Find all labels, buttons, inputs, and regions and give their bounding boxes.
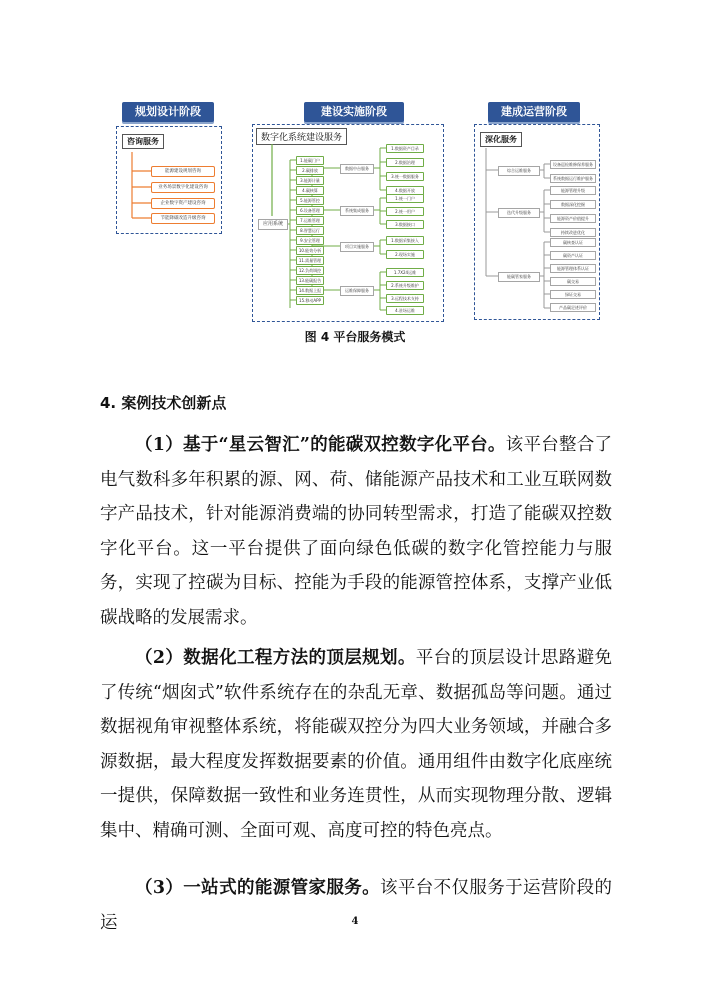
app-item: 1.能碳门户: [296, 156, 324, 165]
operate-group-item: 产品碳足迹评价: [550, 303, 596, 312]
paragraph-1: [100, 428, 612, 635]
section-title: 4. 案例技术创新点: [100, 394, 227, 412]
operate-group-item: 设备巡检维修保养服务: [550, 160, 596, 169]
app-item: 5.能源管控: [296, 196, 324, 205]
app-item: 3.能源计量: [296, 176, 324, 185]
operate-group-item: 能源管理体系认证: [550, 264, 596, 273]
operate-group-item: 系统数据运行维护服务: [550, 174, 596, 183]
paragraph-lead: （3）一站式的能源管家服务。: [135, 878, 380, 898]
build-group-item: 3.远程技术支持: [386, 294, 424, 303]
build-group-item: 2.现场实施: [386, 250, 424, 259]
app-item: 12.负荷调控: [296, 266, 324, 275]
app-item: 4.碳核算: [296, 186, 324, 195]
paragraph-3: [100, 871, 612, 940]
consult-title: 咨询服务: [122, 134, 164, 149]
app-item: 7.运维管理: [296, 216, 324, 225]
build-app-label: 应用系统: [258, 219, 288, 230]
operate-group-item: 碳核查认证: [550, 238, 596, 247]
stage-header-operate: 建成运营阶段: [488, 102, 580, 122]
operate-group-item: 能源管理升级: [550, 186, 596, 195]
build-group-item: 3.数据接口: [386, 220, 424, 229]
paragraph-body: 该平台不仅服务于运营阶段的运: [100, 878, 612, 933]
build-group-label: 数据中台服务: [340, 164, 374, 174]
app-item: 13.能碳报告: [296, 276, 324, 285]
build-group-item: 2.数据治理: [386, 158, 424, 167]
app-item: 6.设备管理: [296, 206, 324, 215]
app-item: 10.能效分析: [296, 246, 324, 255]
operate-group-item: 碳交易: [550, 277, 596, 286]
build-group-item: 3.统一数据服务: [386, 172, 424, 181]
build-group-item: 4.数据开放: [386, 186, 424, 195]
build-group-item: 2.统一用户: [386, 207, 424, 216]
stage-header-build: 建设实施阶段: [304, 102, 404, 122]
figure-caption: 图 4 平台服务模式: [304, 330, 406, 344]
paragraph-body: 该平台整合了电气数科多年积累的源、网、荷、储能源产品技术和工业互联网数字产品技术，针对能源消费端的协同转型需求，打造了能碳双控数字化平台。这一平台提供了面向绿色低碳的数字化管控能力与服务，实现了控碳为目标、控能为手段的能源管控体系，支撑产业低碳战略的发展需求。: [100, 435, 613, 628]
build-group-item: 1.数据采集接入: [386, 236, 424, 245]
build-group-item: 2.系统升级维护: [386, 281, 424, 290]
app-item: 14.数据上报: [296, 286, 324, 295]
operate-group-label: 迭代升级服务: [498, 208, 540, 218]
page-number: 4: [351, 916, 359, 927]
paragraph-2: [100, 641, 612, 848]
operate-group-item: 持续改进优化: [550, 228, 596, 237]
app-item: 2.碳排放: [296, 166, 324, 175]
operate-group-item: 绿证交易: [550, 290, 596, 299]
consult-item: 业务场景数字化建设咨询: [151, 182, 215, 193]
build-group-item: 1.7X24运维: [386, 268, 424, 277]
build-group-label: 运维保障服务: [340, 286, 374, 296]
app-item: 15.移动APP: [296, 296, 324, 305]
app-item: 9.安全管理: [296, 236, 324, 245]
build-group-label: 项目实施服务: [340, 242, 374, 252]
build-group-label: 系统集成服务: [340, 206, 374, 216]
consult-item: 能源建设规划咨询: [151, 166, 215, 177]
stage-header-plan: 规划设计阶段: [122, 102, 214, 122]
operate-title: 深化服务: [480, 132, 522, 147]
paragraph-lead: （1）基于“星云智汇”的能碳双控数字化平台。: [135, 435, 506, 455]
build-group-item: 1.数据资产目录: [386, 144, 424, 153]
paragraph-lead: （2）数据化工程方法的顶层规划。: [135, 648, 416, 668]
operate-group-item: 数据深化挖掘: [550, 200, 596, 209]
consult-item: 企业数字资产建设咨询: [151, 198, 215, 209]
build-title: 数字化系统建设服务: [256, 128, 347, 145]
operate-group-item: 能源资产价值提升: [550, 214, 596, 223]
operate-group-label: 能碳管家服务: [498, 272, 540, 282]
consult-item: 节能降碳改造升级咨询: [151, 213, 215, 224]
operate-group-label: 综合运维服务: [498, 166, 540, 176]
app-item: 11.需量管理: [296, 256, 324, 265]
app-item: 8.智慧运行: [296, 226, 324, 235]
build-group-item: 1.统一门户: [386, 194, 424, 203]
paragraph-body: 平台的顶层设计思路避免了传统“烟囱式”软件系统存在的杂乱无章、数据孤岛等问题。通过数据视角审视整体系统，将能碳双控分为四大业务领域，并融合多源数据，最大程度发挥数据要素的价值。通用组件由数字化底座统一提供，保障数据一致性和业务连贯性，从而实现物理分散、逻辑集中、精确可测、全面可观、高度可控的特色亮点。: [100, 648, 612, 841]
operate-group-item: 碳资产认证: [550, 251, 596, 260]
build-group-item: 4.驻场运维: [386, 306, 424, 315]
